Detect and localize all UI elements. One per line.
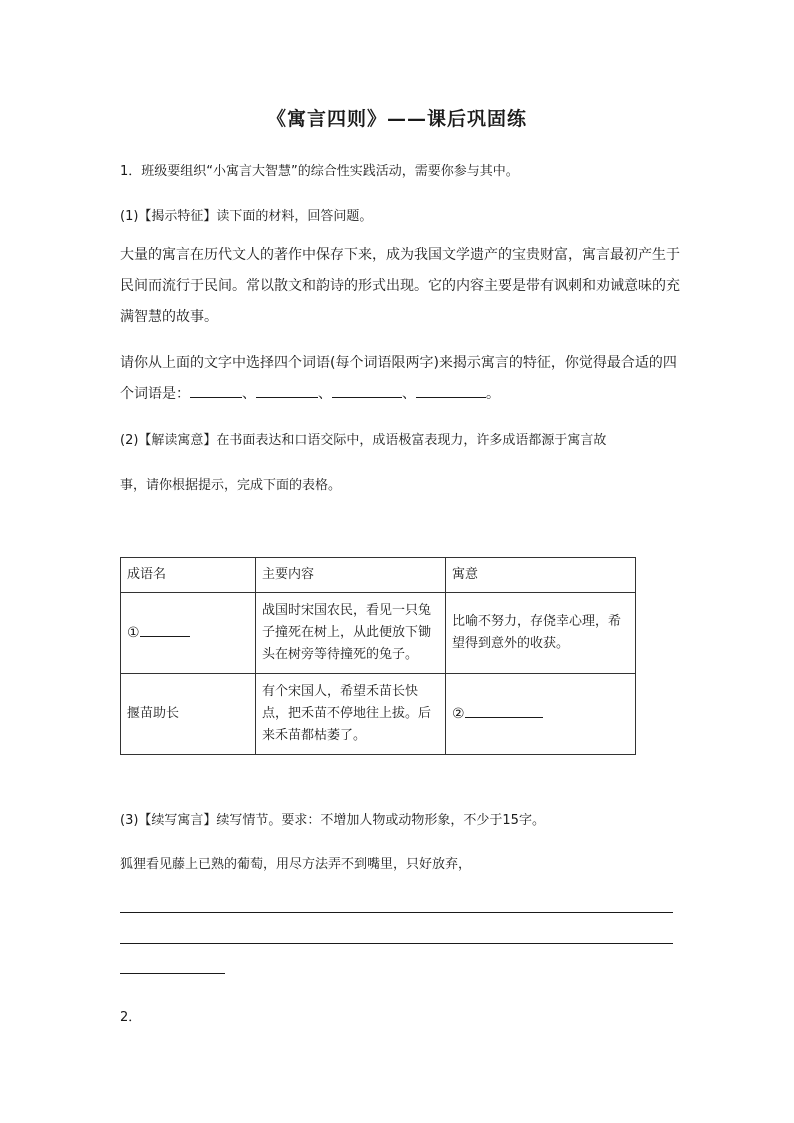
header-main-content: 主要内容 <box>256 558 446 593</box>
answer-blank-1[interactable] <box>190 385 242 398</box>
answer-blank-2[interactable] <box>256 385 318 398</box>
content-cell: 有个宋国人，希望禾苗长快点，把禾苗不停地往上拔。后来禾苗都枯萎了。 <box>256 674 446 755</box>
table-row <box>121 593 636 674</box>
table-row <box>121 674 636 755</box>
part-1-label: (1)【揭示特征】读下面的材料，回答问题。 <box>120 209 373 224</box>
continuation-prompt: 狐狸看见藤上已熟的葡萄，用尽方法弄不到嘴里，只好放弃， <box>120 857 472 872</box>
header-idiom-name: 成语名 <box>121 558 256 593</box>
idiom-name-cell <box>121 593 256 674</box>
writing-line[interactable] <box>120 973 225 974</box>
question-2-label: 2． <box>120 1010 142 1025</box>
blank-separator: 、 <box>318 386 332 402</box>
meaning-cell: 比喻不努力，存侥幸心理，希望得到意外的收获。 <box>446 593 636 674</box>
part-2-label-line2: 事，请你根据提示，完成下面的表格。 <box>120 478 342 493</box>
table-header-row <box>121 558 636 593</box>
page-title: 《寓言四则》——课后巩固练 <box>266 108 527 130</box>
meaning-cell <box>446 674 636 755</box>
part-2-label-line1: (2)【解读寓意】在书面表达和口语交际中，成语极富表现力，许多成语都源于寓言故 <box>120 433 607 448</box>
material-paragraph: 大量的寓言在历代文人的著作中保存下来，成为我国文学遗产的宝贵财富，寓言最初产生于民间而流行于民间。常以散文和韵诗的形式出现。它的内容主要是带有讽刺和劝诫意味的充满智慧的故事。 <box>120 247 680 325</box>
idiom-name-cell: 揠苗助长 <box>121 674 256 755</box>
blank-separator: 、 <box>242 386 256 402</box>
part-3-label: (3)【续写寓言】续写情节。要求：不增加人物或动物形象，不少于15字。 <box>120 813 545 828</box>
idiom-answer-blank[interactable] <box>140 624 190 637</box>
blank-marker-2: ② <box>452 705 465 722</box>
blank-marker-1: ① <box>127 624 140 641</box>
writing-line[interactable] <box>120 912 673 913</box>
idiom-table <box>120 557 636 755</box>
answer-blank-3[interactable] <box>332 385 402 398</box>
part-1-question-text: 请你从上面的文字中选择四个词语(每个词语限两字)来揭示寓言的特征，你觉得最合适的四个词语是： <box>120 355 677 402</box>
part-1-question <box>120 348 680 410</box>
blank-separator: 、 <box>402 386 416 402</box>
header-meaning: 寓意 <box>446 558 636 593</box>
sentence-end: 。 <box>486 386 500 402</box>
content-cell: 战国时宋国农民，看见一只兔子撞死在树上，从此便放下锄头在树旁等待撞死的兔子。 <box>256 593 446 674</box>
writing-line[interactable] <box>120 943 673 944</box>
answer-blank-4[interactable] <box>416 385 486 398</box>
question-1-intro: 1．班级要组织“小寓言大智慧”的综合性实践活动，需要你参与其中。 <box>120 164 519 179</box>
meaning-answer-blank[interactable] <box>465 705 543 718</box>
